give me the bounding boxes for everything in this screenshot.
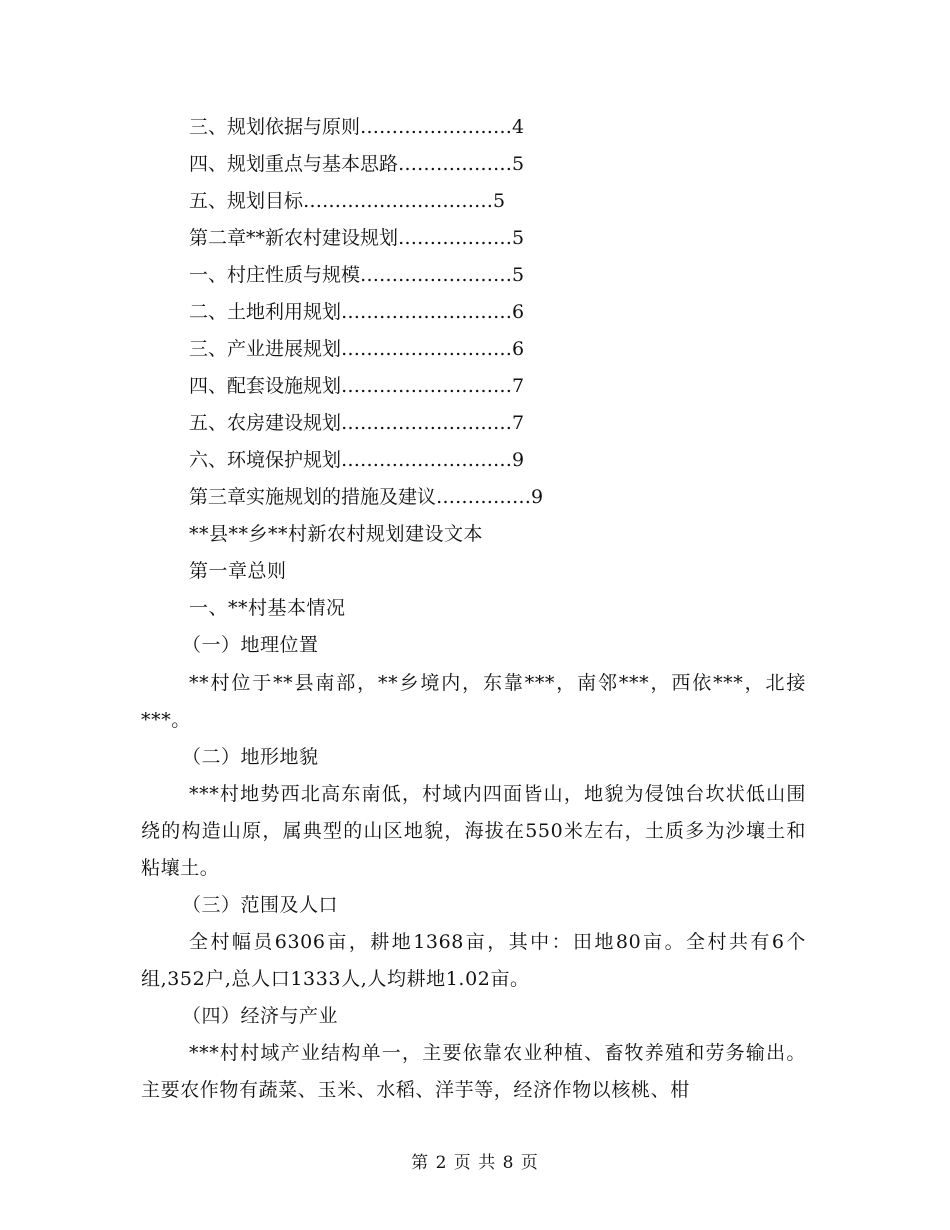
chapter-heading: 第一章总则 bbox=[189, 560, 287, 582]
paragraph-location: **村位于**县南部，**乡境内，东靠***，南邻***，西依***，北接***。 bbox=[141, 672, 806, 731]
toc-entry: 三、产业进展规划………………………6 bbox=[189, 338, 525, 360]
document-title: **县**乡**村新农村规划建设文本 bbox=[189, 523, 484, 545]
paragraph-economy: ***村村域产业结构单一，主要依靠农业种植、畜牧养殖和劳务输出。主要农作物有蔬菜、玉米、水稻、洋芋等，经济作物以核桃、柑 bbox=[141, 1042, 806, 1101]
toc-entry: 六、环境保护规划………………………9 bbox=[189, 449, 525, 471]
subsection-heading: （三）范围及人口 bbox=[182, 894, 339, 916]
toc-entry: 第三章实施规划的措施及建议……………9 bbox=[189, 486, 544, 508]
toc-entry: 四、配套设施规划………………………7 bbox=[189, 375, 525, 397]
toc-entry: 一、村庄性质与规模……………………5 bbox=[189, 264, 525, 286]
subsection-heading: （一）地理位置 bbox=[182, 634, 319, 656]
paragraph-terrain: ***村地势西北高东南低，村域内四面皆山，地貌为侵蚀台坎状低山围绕的构造山原，属典型的山区地貌，海拔在550米左右，土质多为沙壤土和粘壤土。 bbox=[141, 783, 806, 879]
paragraph-population: 全村幅员6306亩，耕地1368亩，其中：田地80亩。全村共有6个组,352户,总人口1333人,人均耕地1.02亩。 bbox=[141, 931, 806, 990]
toc-entry: 三、规划依据与原则……………………4 bbox=[189, 116, 525, 138]
page-footer: 第 2 页 共 8 页 bbox=[411, 1153, 539, 1173]
subsection-heading: （二）地形地貌 bbox=[182, 746, 319, 768]
toc-entry: 二、土地利用规划………………………6 bbox=[189, 301, 525, 323]
toc-entry: 五、规划目标…………………………5 bbox=[189, 190, 506, 212]
toc-entry: 四、规划重点与基本思路………………5 bbox=[189, 153, 525, 175]
subsection-heading: （四）经济与产业 bbox=[182, 1005, 339, 1027]
section-heading: 一、**村基本情况 bbox=[189, 597, 346, 619]
toc-entry: 五、农房建设规划………………………7 bbox=[189, 412, 525, 434]
toc-entry: 第二章**新农村建设规划………………5 bbox=[189, 227, 525, 249]
